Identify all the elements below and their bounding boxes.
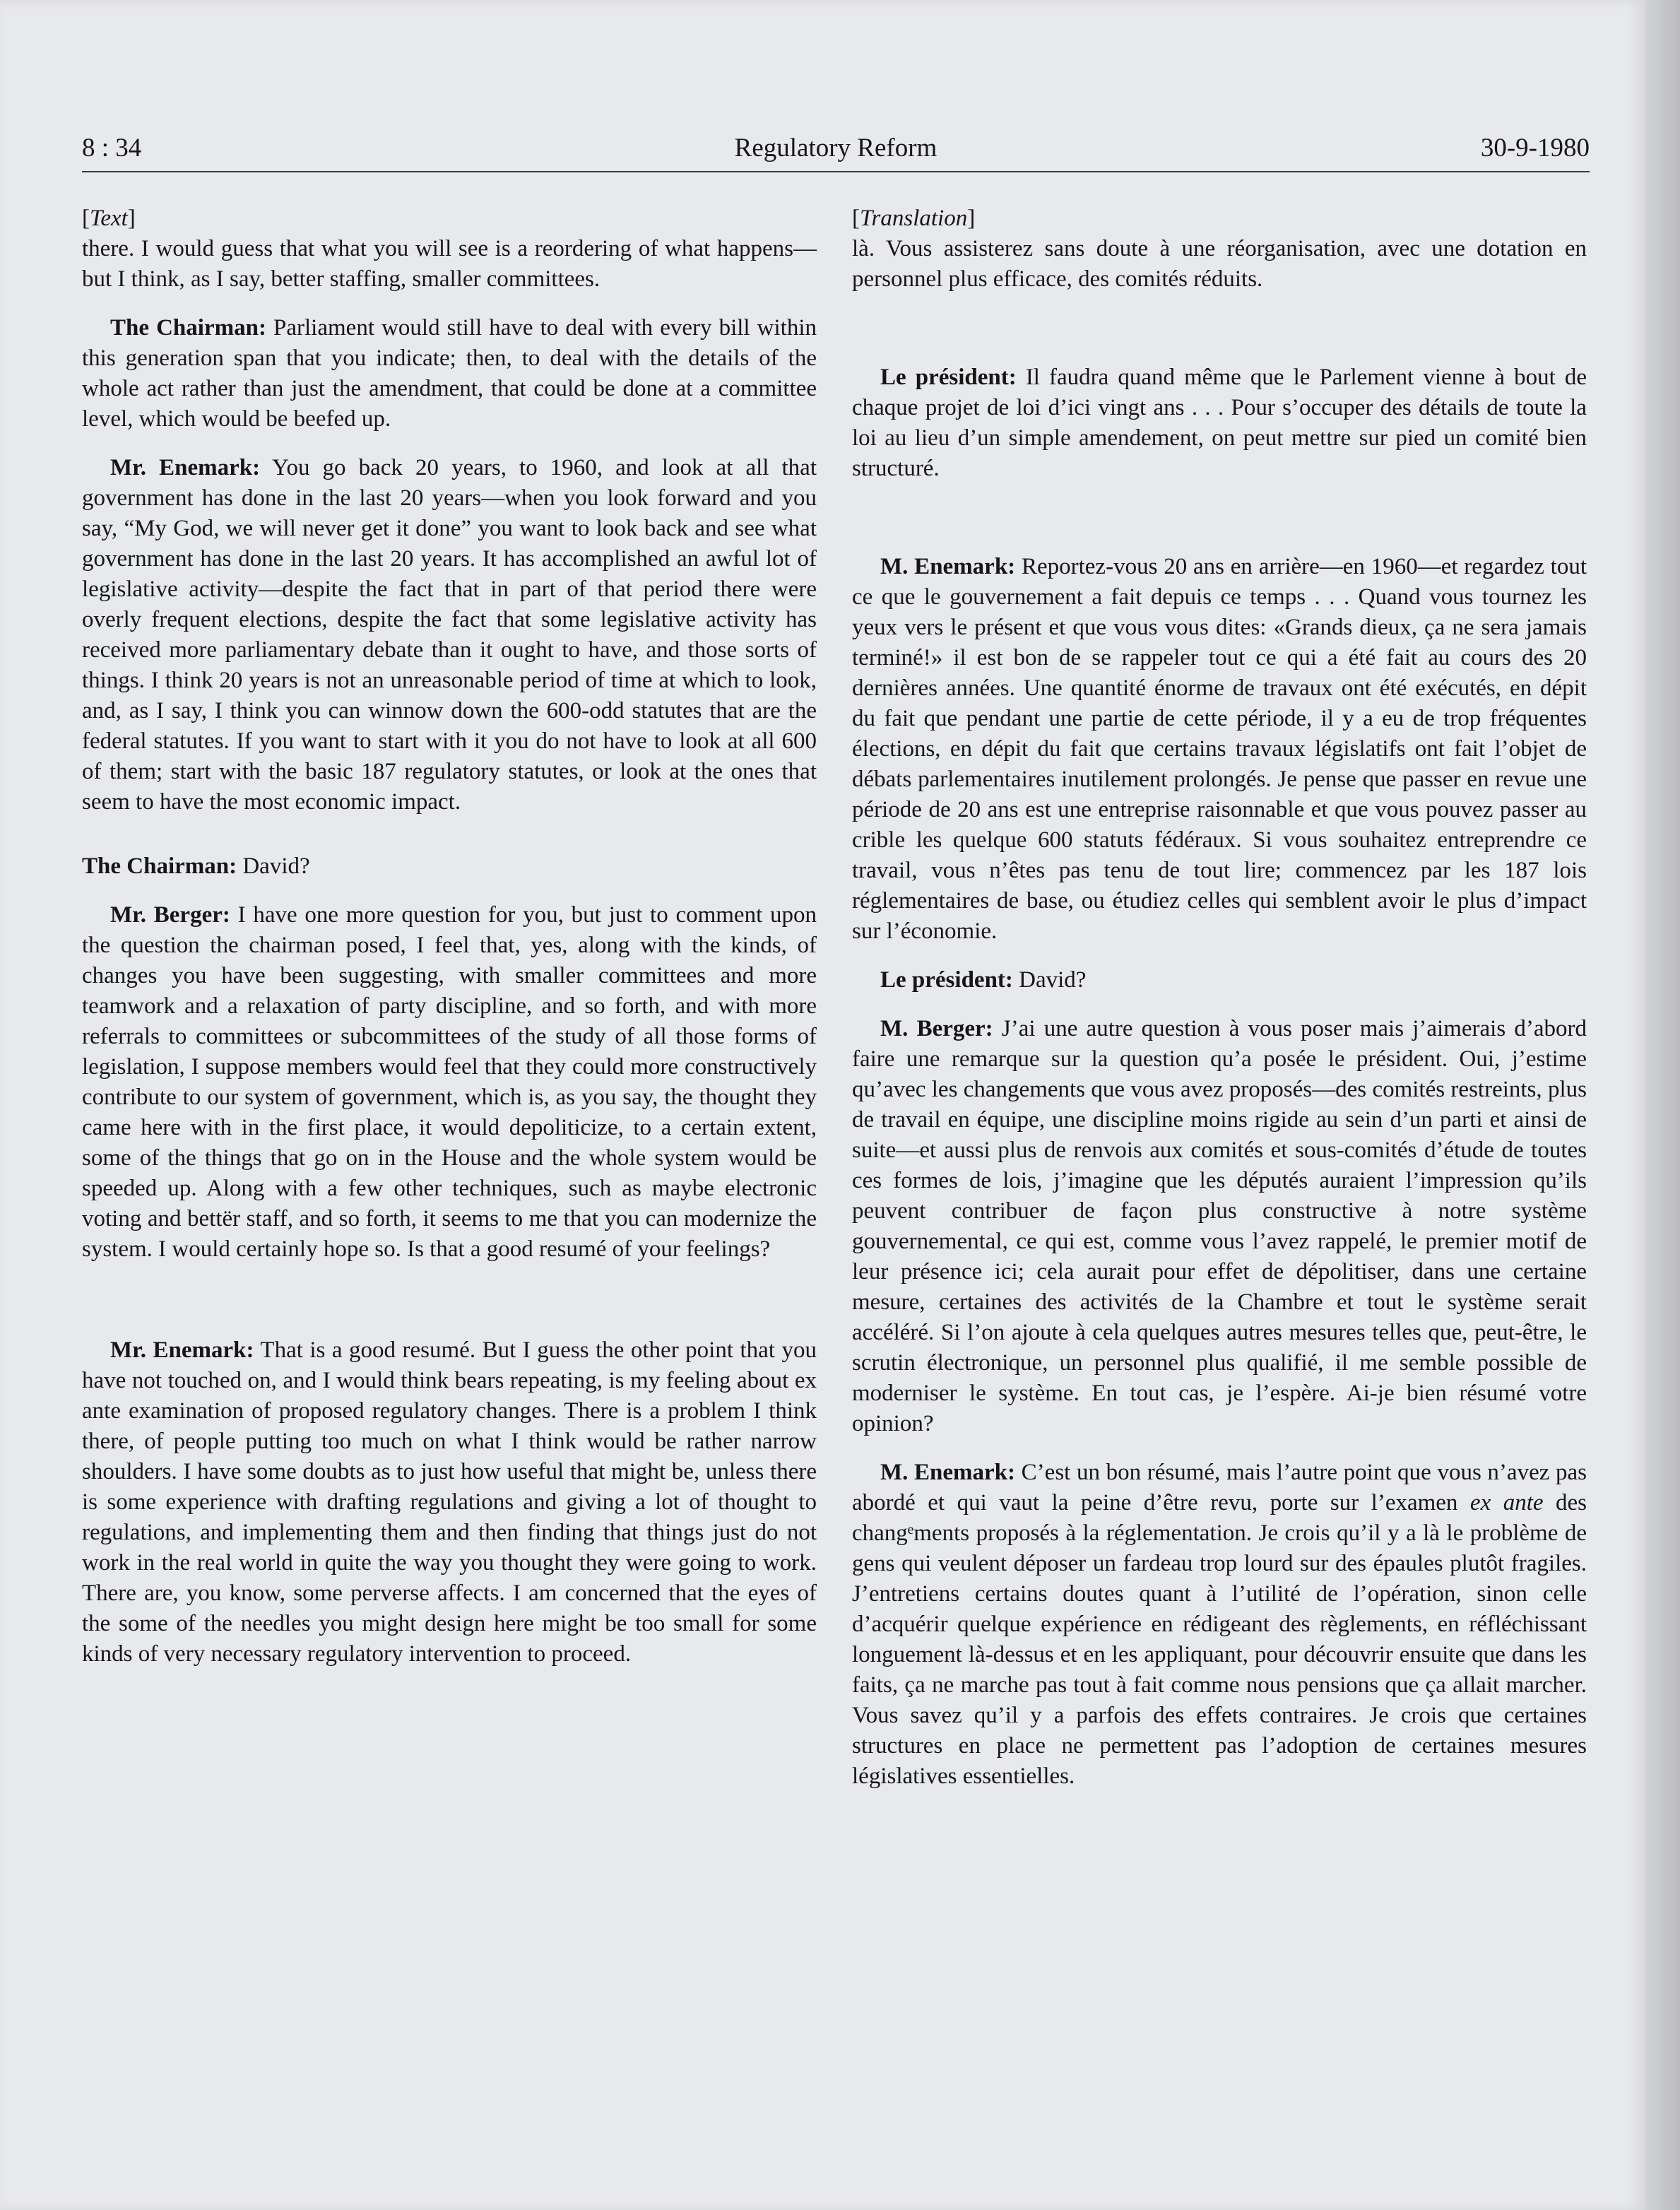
- speaker-name: Le président:: [880, 365, 1017, 390]
- paragraph-chairman-2: [82, 851, 817, 882]
- paragraph-enemark-2: [82, 1335, 817, 1670]
- paragraph-text: J’ai une autre question à vous poser mais j’aimerais d’abord faire une remarque sur la question qu’a posée le président. Oui, j’estime qu’avec les changements que vous avez proposés—des comités restreints, plus de travail en équipe, une discipline moins rigide au sein d’un parti et ainsi de suite—et aussi plus de renvois aux comités et sous-comités d’étude de toutes ces formes de lois, j’imagine que les députés auraient l’impression qu’ils peuvent contribuer de façon plus constructive à notre système gouvernemental, ce qui est, comme vous l’avez rappelé, le premier motif de leur présence ici; cela aurait pour effet de dépolitiser, dans une certaine mesure, certaines des activités de la Chambre et tout le système serait accéléré. Si l’on ajoute à cela quelques autres mesures telles que, peut-être, le scrutin électronique, un personnel plus qualifié, il me semble possible de moderniser le système. En tout cas, je l’espère. Ai-je bien résumé votre opinion?: [852, 1016, 1587, 1436]
- paragraph-text: I have one more question for you, but just to comment upon the question the chairman posed, I feel that, yes, along with the kinds, of changes you have been suggesting, with smaller committees and more teamwork and a relaxation of party discipline, and so forth, and with more referrals to committees or subcommittees of the study of all those forms of legislation, I suppose members would feel that they could more constructively contribute to our system of government, which is, as you say, the thought they came here with in the first place, it would depoliticize, to a certain extent, some of the things that go on in the House and the whole system would be speeded up. Along with a few other techniques, such as maybe electronic voting and bettër staff, and so forth, it seems to me that you can modernize the system. I would certainly hope so. Is that a good resumé of your feelings?: [82, 902, 817, 1262]
- column-label-text: Text: [90, 206, 128, 231]
- paragraph-emphasis: ex ante: [1469, 1490, 1544, 1515]
- paragraph-text: That is a good resumé. But I guess the other point that you have not touched on, and I would think bears repeating, is my feeling about ex ante examination of proposed regulatory changes. There is a problem I think there, of people putting too much on what I think would be rather narrow shoulders. I have some doubts as to just how useful that might be, unless there is some experience with drafting regulations and giving a lot of thought to regulations, and implementing them and then finding that things just do not work in the real world in quite the way you thought they were going to work. There are, you know, some perverse affects. I am concerned that the eyes of the some of the needles you might design here might be too small for some kinds of very necessary regulatory intervention to proceed.: [82, 1337, 817, 1667]
- paragraph-text: C’est un bon résumé, mais l’autre point que vous n’avez pas abordé et qui vaut la peine d’être revu, porte sur l’examen: [852, 1460, 1587, 1515]
- paragraph-president-2: [852, 965, 1587, 995]
- speaker-name: M. Enemark:: [880, 1460, 1016, 1485]
- paragraph-text: You go back 20 years, to 1960, and look at all that government has done in the last 20 years—when you look forward and you say, “My God, we will never get it done” you want to look back and see what government has done in the last 20 years. It has accomplished an awful lot of legislative activity—despite the fact that in part of that period there were overly frequent elections, despite the fact that some legislative activity has received more parliamentary debate than it ought to have, and those sorts of things. I think 20 years is not an unreasonable period of time at which to look, and, as I say, I think you can winnow down the 600-odd statutes that are the federal statutes. If you want to start with it you do not have to look at all 600 of them; start with the basic 187 regulatory statutes, or look at the ones that seem to have the most economic impact.: [82, 455, 817, 815]
- speaker-name: Mr. Enemark:: [110, 1337, 254, 1363]
- column-label-text: Translation: [860, 206, 968, 231]
- speaker-name: M. Berger:: [880, 1016, 993, 1041]
- speaker-name: The Chairman:: [82, 853, 237, 879]
- column-label: [Translation]: [852, 206, 976, 231]
- paragraph-berger-1: [82, 900, 817, 1265]
- paragraph-text: David?: [237, 853, 310, 879]
- french-column: [852, 203, 1587, 1792]
- paragraph-enemark-1: [82, 453, 817, 817]
- paragraph-text: des changᵉments proposés à la réglementation. Je crois qu’il y a là le problème de gens qui veulent déposer un fardeau trop lourd sur des épaules plutôt fragiles. J’entretiens certains doutes quant à l’utilité de l’opération, sinon celle d’acquérir quelque expérience en rédigeant des règlements, en réfléchissant longuement là-dessus et en les appliquant, pour découvrir ensuite que dans les faits, ça ne marche pas tout à fait comme nous pensions que ça allait marcher. Vous savez qu’il y a parfois des effets contraires. Je crois que certaines structures en place ne permettent pas l’adoption de certaines mesures législatives essentielles.: [852, 1490, 1587, 1789]
- column-label: [Text]: [82, 206, 136, 231]
- paragraph-enemark-1: [852, 552, 1587, 947]
- page-header: [82, 127, 1590, 172]
- speaker-name: The Chairman:: [110, 315, 266, 341]
- paragraph-enemark-2: [852, 1458, 1587, 1792]
- paragraph-text: Il faudra quand même que le Parlement vienne à bout de chaque projet de loi d’ici vingt ans . . . Pour s’occuper des détails de toute la loi au lieu d’un simple amendement, on peut mettre sur pied un comité bien structuré.: [852, 365, 1587, 481]
- paragraph-chairman-1: [82, 313, 817, 435]
- speaker-name: Le président:: [880, 967, 1013, 993]
- speaker-name: Mr. Berger:: [110, 902, 230, 928]
- speaker-name: M. Enemark:: [880, 554, 1016, 579]
- english-column: [82, 203, 817, 1670]
- continuation-paragraph: là. Vous assisterez sans doute à une réorganisation, avec une dotation en personnel plus efficace, des comités réduits.: [852, 236, 1587, 292]
- page-reference: 8 : 34: [82, 134, 142, 162]
- paragraph-text: Parliament would still have to deal with every bill within this generation span that you indicate; then, to deal with the details of the whole act rather than just the amendment, that could be done at a committee level, which would be beefed up.: [82, 315, 817, 432]
- paragraph-text: Reportez-vous 20 ans en arrière—en 1960—et regardez tout ce que le gouvernement a fait depuis ce temps . . . Quand vous tournez les yeux vers le présent et que vous vous dites: «Grands dieux, ça ne sera jamais terminé!» il est bon de se rappeler tout ce qui a été fait au cours des 20 dernières années. Une quantité énorme de travaux ont été exécutés, en dépit du fait que pendant une partie de cette période, il y a eu de trop fréquentes élections, en dépit du fait que certains travaux législatifs ont fait l’objet de débats parlementaires inutilement prolongés. Je pense que passer en revue une période de 20 ans est une entreprise raisonnable et que vous pouvez passer au crible les quelque 600 statuts fédéraux. Si vous souhaitez entreprendre ce travail, vous n’êtes pas tenu de tout lire; commencez par les 187 lois réglementaires de base, ou étudiez celles qui semblent avoir le plus d’impact sur l’économie.: [852, 554, 1587, 944]
- page-edge: [1645, 0, 1680, 2210]
- header-date: 30-9-1980: [1480, 134, 1590, 162]
- paragraph-berger-1: [852, 1014, 1587, 1439]
- continuation-paragraph: there. I would guess that what you will see is a reordering of what happens—but I think, as I say, better staffing, smaller committees.: [82, 236, 817, 292]
- paragraph-president-1: [852, 362, 1587, 484]
- paragraph-text: David?: [1012, 967, 1087, 993]
- speaker-name: Mr. Enemark:: [110, 455, 261, 480]
- running-title: Regulatory Reform: [734, 134, 937, 162]
